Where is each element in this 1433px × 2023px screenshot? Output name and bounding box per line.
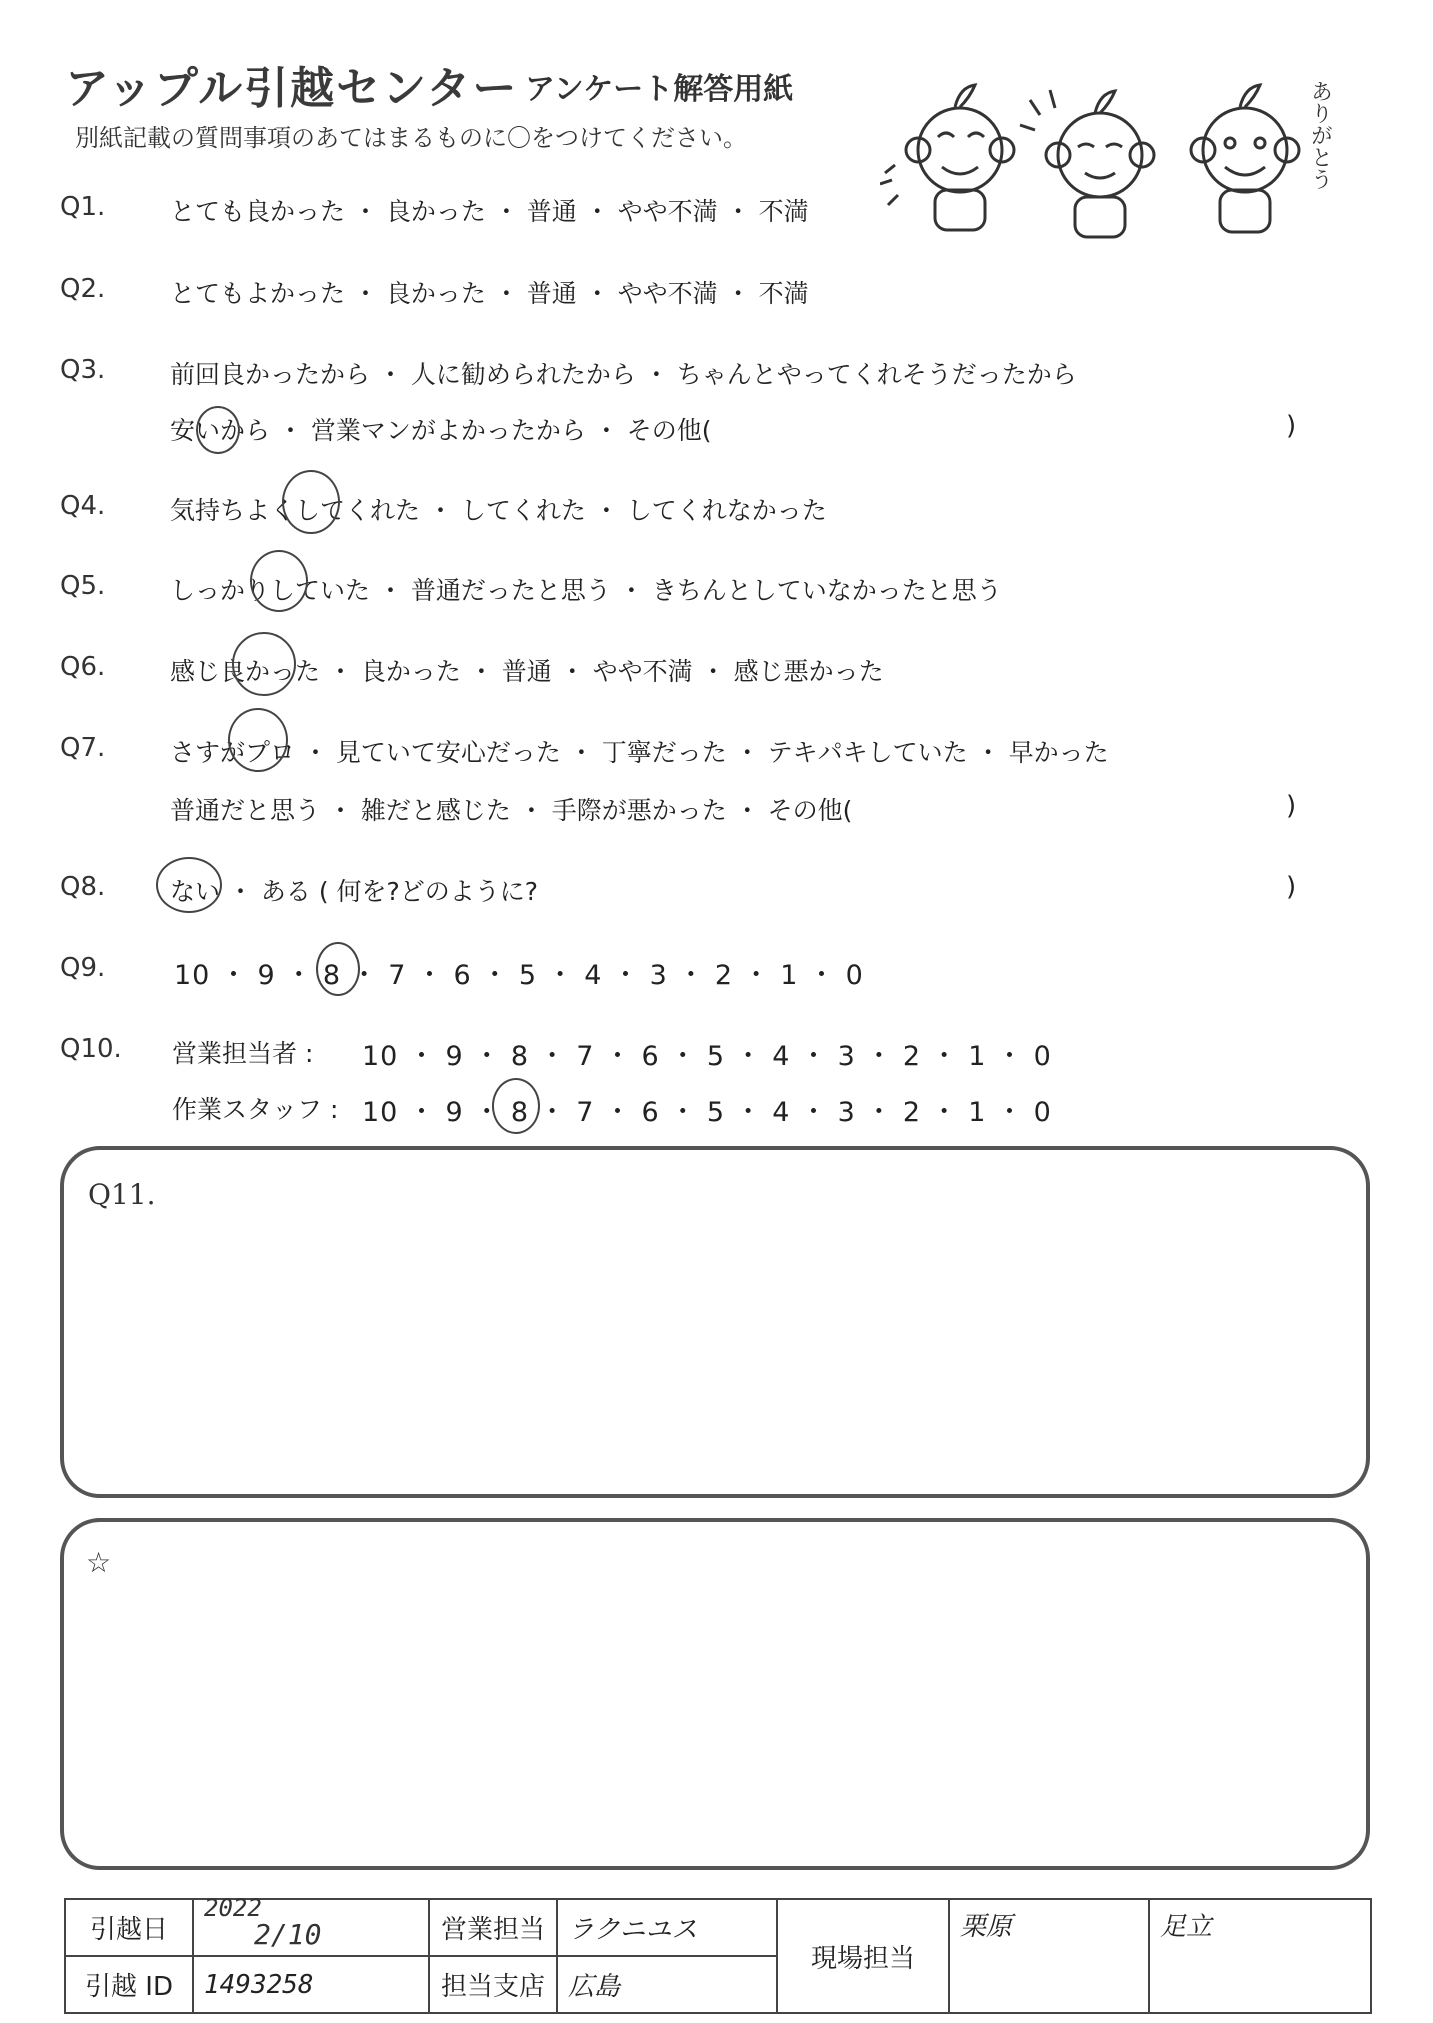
q3-options-line2[interactable]: 安いから ・ 営業マンがよかったから ・ その他( [170, 416, 712, 445]
q10-sales-scale[interactable]: 10 ・ 9 ・ 8 ・ 7 ・ 6 ・ 5 ・ 4 ・ 3 ・ 2 ・ 1 ・ 0 [362, 1041, 1052, 1072]
move-id-label: 引越 ID [65, 1956, 193, 2013]
q10-staff-answer-circle [492, 1078, 540, 1134]
sales-rep-value: ラクニユス [557, 1899, 777, 1956]
q4-options[interactable]: 気持ちよくしてくれた ・ してくれた ・ してくれなかった [170, 496, 827, 525]
move-date-cell [193, 1894, 429, 1956]
mascot-illustration [880, 55, 1350, 245]
q7-close-paren: ) [1286, 791, 1297, 821]
q8-close-paren: ) [1286, 872, 1297, 902]
q4-answer-circle [282, 470, 340, 534]
q8-options[interactable]: ない ・ ある ( 何を?どのように? [170, 877, 539, 906]
q1-label: Q1. [60, 192, 106, 222]
q6-options[interactable]: 感じ良かった ・ 良かった ・ 普通 ・ やや不満 ・ 感じ悪かった [170, 657, 884, 686]
q3-options-line1[interactable]: 前回良かったから ・ 人に勧められたから ・ ちゃんとやってくれそうだったから [170, 360, 1077, 389]
move-id-value: 1493258 [193, 1956, 429, 2013]
q5-options[interactable]: しっかりしていた ・ 普通だったと思う ・ きちんとしていなかったと思う [170, 576, 1002, 605]
mascot-thanks-text: ありがとう [1307, 80, 1333, 190]
q8-answer-circle [156, 857, 222, 913]
q4-label: Q4. [60, 491, 106, 521]
q3-label: Q3. [60, 355, 106, 385]
q7-answer-circle [228, 708, 288, 772]
q8-label: Q8. [60, 872, 106, 902]
q3-answer-circle [196, 406, 240, 454]
move-date-label: 引越日 [65, 1899, 193, 1956]
q9-label: Q9. [60, 953, 106, 983]
q6-label: Q6. [60, 652, 106, 682]
star-label: ☆ [86, 1546, 112, 1579]
form-subtitle: アンケート解答用紙 [525, 72, 794, 107]
q10-label: Q10. [60, 1034, 122, 1064]
site-rep-label: 現場担当 [777, 1899, 949, 2013]
q11-comment-box[interactable] [60, 1146, 1370, 1498]
company-title: アップル引越センター [65, 63, 519, 114]
q9-scale[interactable]: 10 ・ 9 ・ 8 ・ 7 ・ 6 ・ 5 ・ 4 ・ 3 ・ 2 ・ 1 ・ 0 [174, 960, 864, 991]
branch-label: 担当支店 [429, 1956, 557, 2013]
q2-options[interactable]: とてもよかった ・ 良かった ・ 普通 ・ やや不満 ・ 不満 [170, 279, 809, 308]
q7-label: Q7. [60, 733, 106, 763]
q10-staff-scale[interactable]: 10 ・ 9 ・ 8 ・ 7 ・ 6 ・ 5 ・ 4 ・ 3 ・ 2 ・ 1 ・ 0 [362, 1097, 1052, 1128]
q11-label: Q11. [88, 1178, 156, 1211]
q2-label: Q2. [60, 274, 106, 304]
branch-value: 広島 [557, 1956, 777, 2013]
q7-options-line1[interactable]: さすがプロ ・ 見ていて安心だった ・ 丁寧だった ・ テキパキしていた ・ 早かった [170, 738, 1109, 767]
q9-answer-circle [316, 942, 360, 996]
move-info-table [64, 1894, 1372, 2014]
q5-answer-circle [250, 550, 308, 612]
site-rep-2: 足立 [1149, 1899, 1371, 2013]
q5-label: Q5. [60, 571, 106, 601]
q7-options-line2[interactable]: 普通だと思う ・ 雑だと感じた ・ 手際が悪かった ・ その他( [170, 796, 853, 825]
sales-rep-label: 営業担当 [429, 1899, 557, 1956]
q3-close-paren: ) [1286, 411, 1297, 441]
q10-sales-label: 営業担当者 : [172, 1039, 314, 1068]
q10-staff-label: 作業スタッフ : [172, 1095, 339, 1124]
instruction-text: 別紙記載の質問事項のあてはまるものに〇をつけてください。 [75, 124, 747, 152]
move-date-value: 2/10 [254, 1918, 322, 1951]
star-comment-box[interactable] [60, 1518, 1370, 1870]
site-rep-1: 栗原 [949, 1899, 1149, 2013]
q1-options[interactable]: とても良かった ・ 良かった ・ 普通 ・ やや不満 ・ 不満 [170, 197, 809, 226]
move-date-year: 2022 [204, 1894, 262, 1922]
q6-answer-circle [232, 632, 296, 696]
